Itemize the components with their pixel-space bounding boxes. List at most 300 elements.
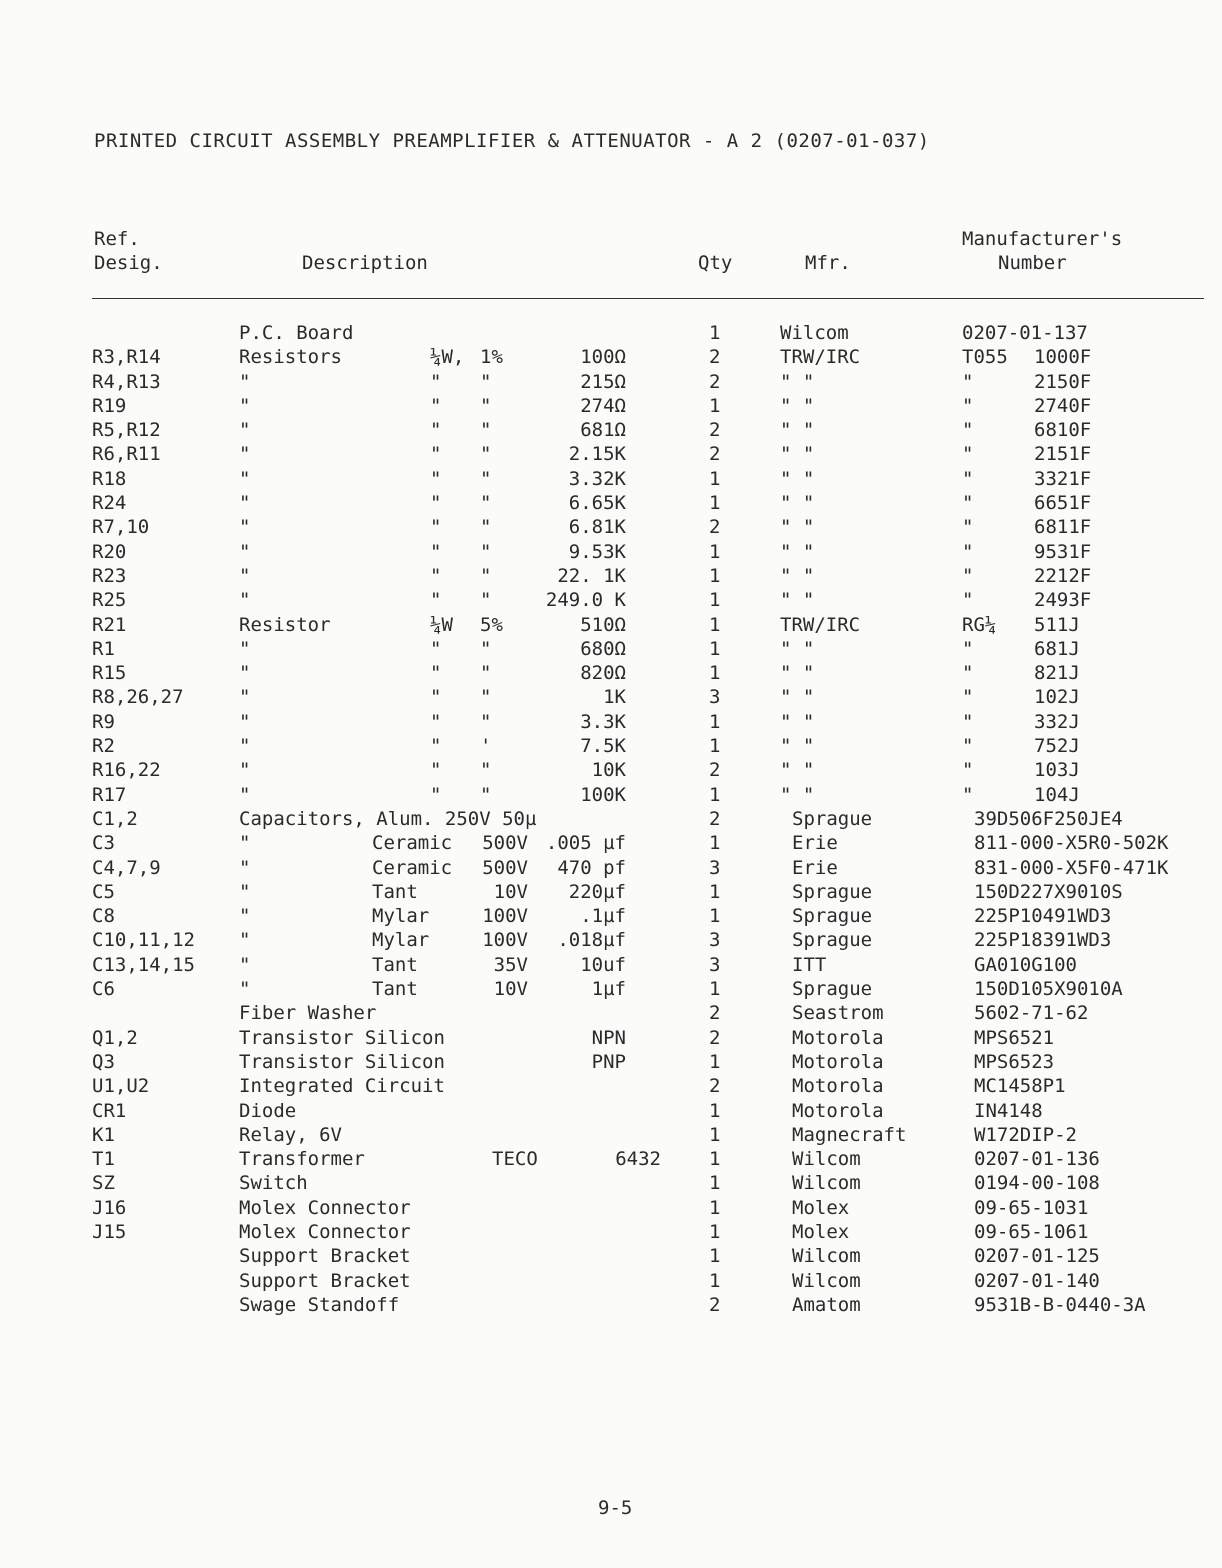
mfr-number: 225P10491WD3 (974, 905, 1112, 928)
mfr-number-suffix: 2493F (1034, 589, 1092, 612)
table-row (0, 346, 1222, 370)
mfr-number: 0207-01-136 (974, 1148, 1100, 1171)
value: 100K (580, 783, 626, 806)
ref-desig: R21 (92, 613, 127, 636)
description: Diode (239, 1099, 297, 1122)
header-ref-line2: Desig. (94, 252, 163, 274)
table-row (0, 468, 1222, 492)
mfr-number-suffix: 9531F (1034, 540, 1092, 563)
mfr-number-prefix: " (962, 540, 974, 563)
description: " (239, 759, 251, 782)
voltage: 10V (493, 978, 528, 1001)
description: " (239, 564, 251, 587)
manufacturer: ITT (792, 953, 827, 976)
manufacturer: Magnecraft (792, 1123, 907, 1146)
description: Transistor Silicon (239, 1050, 445, 1073)
manufacturer: " " (780, 759, 815, 782)
description: Capacitors, Alum. 250V 50µ (239, 807, 537, 830)
manufacturer: Motorola (792, 1026, 884, 1049)
manufacturer: " " (780, 467, 815, 490)
mfr-number: 09-65-1031 (974, 1196, 1089, 1219)
description: " (239, 832, 251, 855)
value: NPN (591, 1026, 626, 1049)
power-rating: " (430, 540, 442, 563)
table-row (0, 954, 1222, 978)
mfr-number-suffix: 332J (1034, 710, 1080, 733)
tolerance: " (480, 492, 492, 515)
mfr-number: 150D105X9010A (974, 978, 1123, 1001)
table-row (0, 322, 1222, 346)
table-row (0, 1197, 1222, 1221)
ref-desig: SZ (92, 1172, 115, 1195)
quantity: 1 (709, 1099, 721, 1122)
ref-desig: J16 (92, 1196, 127, 1219)
mfr-number: 150D227X9010S (974, 880, 1123, 903)
ref-desig: R19 (92, 394, 127, 417)
power-rating: ¼W, (430, 346, 465, 369)
manufacturer: " " (780, 564, 815, 587)
power-rating: " (430, 710, 442, 733)
quantity: 1 (709, 564, 721, 587)
table-row (0, 1245, 1222, 1269)
mfr-number: 0207-01-140 (974, 1269, 1100, 1292)
manufacturer: " " (780, 492, 815, 515)
table-row (0, 978, 1222, 1002)
quantity: 1 (709, 540, 721, 563)
table-row (0, 1172, 1222, 1196)
mfr-number-prefix: " (962, 735, 974, 758)
ref-desig: C3 (92, 832, 115, 855)
quantity: 2 (709, 759, 721, 782)
mfr-number-prefix: " (962, 686, 974, 709)
manufacturer: " " (780, 443, 815, 466)
manufacturer: Wilcom (792, 1172, 861, 1195)
header-ref-line1: Ref. (94, 228, 140, 250)
table-row (0, 881, 1222, 905)
ref-desig: R8,26,27 (92, 686, 184, 709)
table-row (0, 395, 1222, 419)
table-row (0, 371, 1222, 395)
ref-desig: R7,10 (92, 516, 150, 539)
value: 680Ω (580, 637, 626, 660)
table-row (0, 1124, 1222, 1148)
manufacturer: Sprague (792, 880, 873, 903)
mfr-number-suffix: 2212F (1034, 564, 1092, 587)
quantity: 1 (709, 880, 721, 903)
ref-desig: R4,R13 (92, 370, 161, 393)
value: 1µf (591, 978, 626, 1001)
table-row (0, 686, 1222, 710)
mfr-number-suffix: 3321F (1034, 467, 1092, 490)
quantity: 2 (709, 370, 721, 393)
mfr-number-prefix: " (962, 516, 974, 539)
manufacturer: Wilcom (792, 1269, 861, 1292)
mfr-number: 09-65-1061 (974, 1220, 1089, 1243)
ref-desig: R18 (92, 467, 127, 490)
table-row (0, 1270, 1222, 1294)
value: 22. 1K (557, 564, 626, 587)
tolerance: 1% (480, 346, 503, 369)
manufacturer: " " (780, 710, 815, 733)
ref-desig: C13,14,15 (92, 953, 195, 976)
table-row (0, 1002, 1222, 1026)
table-row (0, 1051, 1222, 1075)
description: Resistors (239, 346, 342, 369)
value: 274Ω (580, 394, 626, 417)
mfr-number: 225P18391WD3 (974, 929, 1112, 952)
power-rating: " (430, 419, 442, 442)
manufacturer: Wilcom (780, 322, 849, 344)
page-title: PRINTED CIRCUIT ASSEMBLY PREAMPLIFIER & ATTENUATOR - A 2 (0207-01-037) (94, 130, 930, 152)
tolerance: " (480, 467, 492, 490)
manufacturer: Molex (792, 1220, 850, 1243)
manufacturer: " " (780, 783, 815, 806)
tolerance: " (480, 589, 492, 612)
power-rating: " (430, 589, 442, 612)
mfr-number-suffix: 2740F (1034, 394, 1092, 417)
ref-desig: C8 (92, 905, 115, 928)
value: 510Ω (580, 613, 626, 636)
mfr-number: W172DIP-2 (974, 1123, 1077, 1146)
manufacturer: " " (780, 419, 815, 442)
quantity: 1 (709, 735, 721, 758)
description: " (239, 905, 251, 928)
cap-type: Ceramic (372, 856, 453, 879)
mfr-number-suffix: 681J (1034, 637, 1080, 660)
power-rating: ¼W (430, 613, 453, 636)
ref-desig: R15 (92, 662, 127, 685)
mfr-number-prefix: " (962, 637, 974, 660)
manufacturer: Sprague (792, 807, 873, 830)
voltage: 35V (493, 953, 528, 976)
quantity: 1 (709, 637, 721, 660)
mfr-number-suffix: 103J (1034, 759, 1080, 782)
mfr-number: MPS6521 (974, 1026, 1055, 1049)
table-row (0, 1294, 1222, 1318)
quantity: 2 (709, 443, 721, 466)
table-row (0, 1027, 1222, 1051)
mfr-number-prefix: " (962, 783, 974, 806)
cap-type: Mylar (372, 905, 430, 928)
table-row (0, 614, 1222, 638)
mfr-number-suffix: 6810F (1034, 419, 1092, 442)
value: 470 pf (557, 856, 626, 879)
table-row (0, 541, 1222, 565)
mfr-number-suffix: 511J (1034, 613, 1080, 636)
description: Resistor (239, 613, 331, 636)
quantity: 1 (709, 613, 721, 636)
description: " (239, 540, 251, 563)
quantity: 2 (709, 1075, 721, 1098)
quantity: 1 (709, 710, 721, 733)
description: " (239, 735, 251, 758)
value: PNP (591, 1050, 626, 1073)
power-rating: " (430, 370, 442, 393)
description: " (239, 419, 251, 442)
description: Transistor Silicon (239, 1026, 445, 1049)
description: " (239, 467, 251, 490)
header-description: Description (302, 252, 428, 274)
quantity: 1 (709, 978, 721, 1001)
value: .005 µf (545, 832, 626, 855)
description: Molex Connector (239, 1220, 411, 1243)
tolerance: " (480, 540, 492, 563)
tolerance: " (480, 394, 492, 417)
mfr-number: 5602-71-62 (974, 1002, 1089, 1025)
value: 249.0 K (545, 589, 626, 612)
manufacturer: " " (780, 735, 815, 758)
value: 10K (591, 759, 626, 782)
mfr-number-prefix: " (962, 589, 974, 612)
description: " (239, 953, 251, 976)
quantity: 1 (709, 1172, 721, 1195)
tolerance: 5% (480, 613, 503, 636)
ref-desig: R5,R12 (92, 419, 161, 442)
ref-desig: C4,7,9 (92, 856, 161, 879)
quantity: 1 (709, 1220, 721, 1243)
voltage: 500V (482, 832, 528, 855)
mfr-number-suffix: 821J (1034, 662, 1080, 685)
table-row (0, 1075, 1222, 1099)
manufacturer: " " (780, 516, 815, 539)
value: 6.65K (568, 492, 626, 515)
cap-type: Tant (372, 953, 418, 976)
description: Support Bracket (239, 1269, 411, 1292)
ref-desig: R23 (92, 564, 127, 587)
value: 6.81K (568, 516, 626, 539)
description: " (239, 662, 251, 685)
description: Molex Connector (239, 1196, 411, 1219)
mfr-number: GA010G100 (974, 953, 1077, 976)
table-row (0, 832, 1222, 856)
quantity: 2 (709, 807, 721, 830)
manufacturer: Wilcom (792, 1148, 861, 1171)
description: " (239, 710, 251, 733)
mfr-number: 831-000-X5F0-471K (974, 856, 1169, 879)
power-rating: " (430, 735, 442, 758)
quantity: 1 (709, 1050, 721, 1073)
description: " (239, 516, 251, 539)
table-row (0, 735, 1222, 759)
table-row (0, 492, 1222, 516)
manufacturer: Sprague (792, 978, 873, 1001)
cap-type: Tant (372, 978, 418, 1001)
manufacturer: Motorola (792, 1099, 884, 1122)
quantity: 1 (709, 905, 721, 928)
mfr-number-prefix: T055 (962, 346, 1008, 369)
description: Support Bracket (239, 1245, 411, 1268)
table-row (0, 905, 1222, 929)
value: .1µf (580, 905, 626, 928)
mfr-number-prefix: " (962, 710, 974, 733)
table-row (0, 784, 1222, 808)
mfr-number-suffix: 104J (1034, 783, 1080, 806)
quantity: 2 (709, 346, 721, 369)
power-rating: " (430, 637, 442, 660)
description: " (239, 589, 251, 612)
ref-desig: R1 (92, 637, 115, 660)
header-qty: Qty (698, 252, 733, 274)
table-row (0, 808, 1222, 832)
quantity: 3 (709, 686, 721, 709)
header-divider (92, 298, 1204, 299)
ref-desig: CR1 (92, 1099, 127, 1122)
mfr-number-suffix: 6811F (1034, 516, 1092, 539)
ref-desig: U1,U2 (92, 1075, 150, 1098)
description: Switch (239, 1172, 308, 1195)
tolerance: " (480, 783, 492, 806)
description: " (239, 637, 251, 660)
value: 3.3K (580, 710, 626, 733)
value: 7.5K (580, 735, 626, 758)
ref-desig: R9 (92, 710, 115, 733)
quantity: 3 (709, 856, 721, 879)
table-row (0, 711, 1222, 735)
power-rating: " (430, 662, 442, 685)
ref-desig: T1 (92, 1148, 115, 1171)
quantity: 1 (709, 467, 721, 490)
table-row (0, 1148, 1222, 1172)
tolerance: " (480, 686, 492, 709)
brand: TECO (492, 1148, 538, 1171)
manufacturer: Motorola (792, 1075, 884, 1098)
quantity: 2 (709, 516, 721, 539)
ref-desig: R17 (92, 783, 127, 806)
quantity: 1 (709, 492, 721, 515)
quantity: 1 (709, 1123, 721, 1146)
value: 9.53K (568, 540, 626, 563)
table-row (0, 516, 1222, 540)
tolerance: " (480, 759, 492, 782)
quantity: 1 (709, 1148, 721, 1171)
mfr-number: 0207-01-137 (962, 322, 1088, 344)
mfr-number-suffix: 1000F (1034, 346, 1092, 369)
header-mpn-line2: Number (998, 252, 1067, 274)
table-row (0, 589, 1222, 613)
mfr-number-suffix: 752J (1034, 735, 1080, 758)
table-row (0, 419, 1222, 443)
value: 215Ω (580, 370, 626, 393)
quantity: 1 (709, 394, 721, 417)
quantity: 2 (709, 1002, 721, 1025)
value: 1K (603, 686, 626, 709)
quantity: 3 (709, 953, 721, 976)
header-mfr: Mfr. (805, 252, 851, 274)
mfr-number-prefix: " (962, 467, 974, 490)
manufacturer: Molex (792, 1196, 850, 1219)
mfr-number-prefix: " (962, 394, 974, 417)
parts-table (0, 322, 1222, 1318)
ref-desig: R16,22 (92, 759, 161, 782)
quantity: 1 (709, 589, 721, 612)
value: 2.15K (568, 443, 626, 466)
manufacturer: TRW/IRC (780, 613, 861, 636)
quantity: 2 (709, 1026, 721, 1049)
voltage: 500V (482, 856, 528, 879)
tolerance: " (480, 419, 492, 442)
ref-desig: R2 (92, 735, 115, 758)
table-row (0, 638, 1222, 662)
value: 820Ω (580, 662, 626, 685)
description: Transformer (239, 1148, 365, 1171)
mfr-number-prefix: " (962, 419, 974, 442)
manufacturer: " " (780, 540, 815, 563)
table-row (0, 1100, 1222, 1124)
tolerance: " (480, 662, 492, 685)
mfr-number-prefix: RG¼ (962, 613, 997, 636)
description: " (239, 929, 251, 952)
manufacturer: TRW/IRC (780, 346, 861, 369)
description: " (239, 978, 251, 1001)
value: .018µf (557, 929, 626, 952)
power-rating: " (430, 783, 442, 806)
voltage: 100V (482, 929, 528, 952)
description: " (239, 443, 251, 466)
mfr-number: 0194-00-108 (974, 1172, 1100, 1195)
mfr-number-prefix: " (962, 662, 974, 685)
tolerance: " (480, 443, 492, 466)
mfr-number-suffix: 6651F (1034, 492, 1092, 515)
value: 220µf (568, 880, 626, 903)
value: 10uf (580, 953, 626, 976)
quantity: 2 (709, 419, 721, 442)
manufacturer: " " (780, 394, 815, 417)
manufacturer: " " (780, 662, 815, 685)
mfr-number-prefix: " (962, 759, 974, 782)
description: " (239, 394, 251, 417)
table-row (0, 759, 1222, 783)
manufacturer: " " (780, 686, 815, 709)
mfr-number: 9531B-B-0440-3A (974, 1293, 1146, 1316)
page-number: 9-5 (598, 1497, 633, 1519)
manufacturer: Amatom (792, 1293, 861, 1316)
quantity: 1 (709, 322, 721, 344)
tolerance: " (480, 564, 492, 587)
description: " (239, 686, 251, 709)
description: " (239, 492, 251, 515)
quantity: 1 (709, 1245, 721, 1268)
value: 100Ω (580, 346, 626, 369)
description: " (239, 856, 251, 879)
ref-desig: Q3 (92, 1050, 115, 1073)
header-mpn-line1: Manufacturer's (962, 228, 1123, 250)
ref-desig: R3,R14 (92, 346, 161, 369)
table-row (0, 443, 1222, 467)
voltage: 10V (493, 880, 528, 903)
brand-part: 6432 (615, 1148, 661, 1171)
description: Relay, 6V (239, 1123, 342, 1146)
cap-type: Mylar (372, 929, 430, 952)
description: " (239, 880, 251, 903)
ref-desig: C5 (92, 880, 115, 903)
cap-type: Tant (372, 880, 418, 903)
quantity: 1 (709, 1196, 721, 1219)
description: P.C. Board (239, 322, 354, 344)
ref-desig: C10,11,12 (92, 929, 195, 952)
tolerance: ' (480, 735, 492, 758)
ref-desig: K1 (92, 1123, 115, 1146)
mfr-number-prefix: " (962, 564, 974, 587)
mfr-number-suffix: 2150F (1034, 370, 1092, 393)
description: " (239, 370, 251, 393)
table-row (0, 857, 1222, 881)
quantity: 1 (709, 662, 721, 685)
power-rating: " (430, 443, 442, 466)
mfr-number-suffix: 2151F (1034, 443, 1092, 466)
mfr-number: 0207-01-125 (974, 1245, 1100, 1268)
mfr-number: MPS6523 (974, 1050, 1055, 1073)
mfr-number: 39D506F250JE4 (974, 807, 1123, 830)
